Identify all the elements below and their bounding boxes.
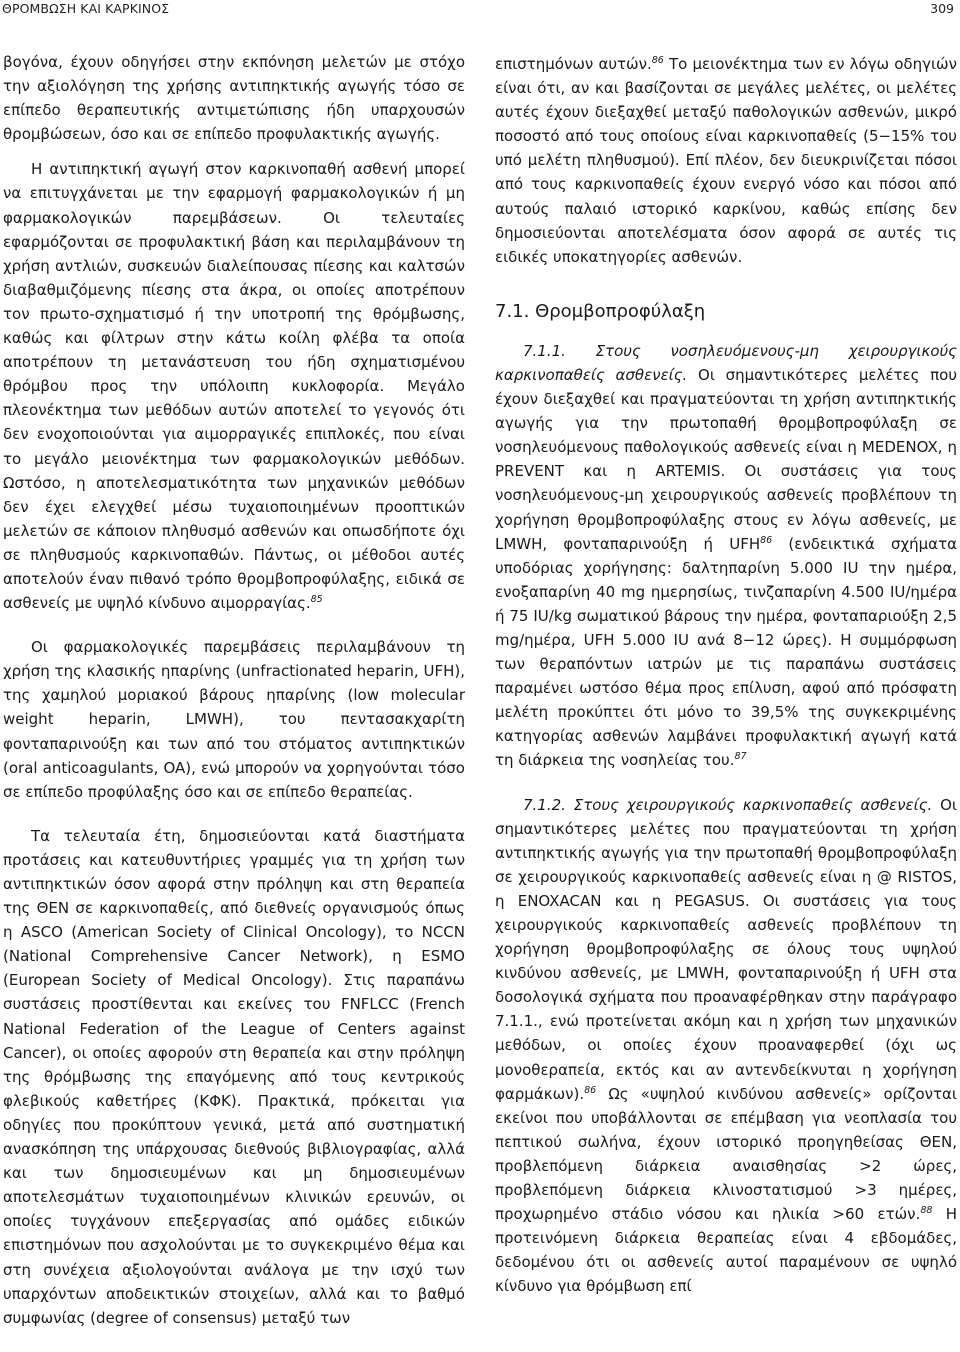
page-number: 309 bbox=[930, 1, 954, 16]
paragraph: Τα τελευταία έτη, δημοσιεύονται κατά διαστήματα προτάσεις και κατευθυντήριες γραμμές για τη χρήση των αντιπηκτικών όσον αφορά στην πρόληψη και στη θεραπεία της ΘΕΝ σε καρκινοπαθείς, από διεθνείς οργανισμούς όπως η ASCO (American Society of Clinical Oncology), το NCCN (National Comprehensive Cancer Network), η ESMO (European Society of Medical Oncology). Στις παραπάνω συστάσεις προστίθενται και εκείνες του FNFLCC (French National Federation of the League of Centers against Cancer), οι οποίες αφορούν στη θεραπεία και στην πρόληψη της θρόμβωσης της επαγόμενης από τους κεντρικούς φλεβικούς καθετήρες (ΚΦΚ). Πρακτικά, πρόκειται για οδηγίες που προκύπτουν γενικά, μετά από συστηματική ανασκόπηση της υπάρχουσας διεθνούς βιβλιογραφίας, αλλά και των δημοσιευμένων και μη δημοσιευμένων αποτελεσμάτων τυχαιοποιημένων κλινικών ερευνών, οι οποίες τυγχάνουν επεξεργασίας από ομάδες ειδικών επιστημόνων που ασχολούνται με το συγκεκριμένο θέμα και στη συνέχεια αξιολογούνται ανάλογα με την ισχύ των υπαρχόντων αποδεικτικών στοιχείων, αλλά και το βαθμό συμφωνίας (degree of consensus) μεταξύ των bbox=[3, 826, 465, 1327]
reference-mark: 88 bbox=[920, 1205, 933, 1217]
paragraph-text: Οι σημαντικότερες μελέτες που έχουν διεξαχθεί και πραγματεύονται τη χρήση αντιπηκτικής αγωγής για την πρωτοπαθή θρομβοπροφύλαξη σε νοσηλευόμενους παθολογικούς ασθενείς είναι η MEDENOX, η PREVENT και η ARTEMIS. Οι συστάσεις για τους νοσηλευόμενους-μη χειρουργικούς ασθενείς προβλέπουν τη χορήγηση θρομβοπροφύλαξης στους εν λόγω ασθενείς, με LMWH, φονταπαρινούξη ή UFH bbox=[495, 365, 957, 553]
right-column bbox=[495, 52, 957, 1310]
paragraph: βογόνα, έχουν οδηγήσει στην εκπόνηση μελετών με στόχο την αξιολόγηση της χρήσης αντιπηκτικής αγωγής τόσο σε επίπεδο θεραπευτικής αντιμετώπισης ήδη υπαρχουσών θρομβώσεων, όσο και σε επίπεδο προφυλακτικής αγωγής. bbox=[3, 53, 465, 144]
paragraph-text: Η προτεινόμενη διάρκεια θεραπείας είναι 4 εβδομάδες, δεδομένου ότι οι ασθενείς αυτοί παραμένουν σε υψηλό κίνδυνο για θρόμβωση επί bbox=[495, 1205, 957, 1296]
paragraph-text: επιστημόνων αυτών. bbox=[495, 55, 652, 73]
reference-mark: 85 bbox=[310, 594, 323, 606]
subsection-number: 7.1.1. bbox=[523, 341, 566, 360]
left-column bbox=[3, 50, 465, 1341]
subsection-paragraph bbox=[495, 793, 957, 1299]
reference-mark: 87 bbox=[734, 751, 747, 763]
paragraph-text: Ως «υψηλού κινδύνου ασθενείς» ορίζονται εκείνοι που υποβάλλονται σε επέμβαση για νεοπλασία του πεπτικού σωλήνα, έχουν ιστορικό προηγηθείσας ΘΕΝ, προβλεπόμενη διάρκεια αναισθησίας >2 ώρες, προβλεπόμενη διάρκεια κλινοστατισμού >3 ημέρες, προχωρημένο στάδιο νόσου και ηλικία >60 ετών. bbox=[495, 1084, 957, 1224]
running-title: ΘΡΟΜΒΩΣΗ ΚΑΙ ΚΑΡΚΙΝΟΣ bbox=[2, 1, 170, 16]
paragraph bbox=[3, 157, 465, 615]
reference-mark: 86 bbox=[584, 1084, 597, 1096]
paragraph-text: (ενδεικτικά σχήματα υποδόριας χορήγησης: δαλτηπαρίνη 5.000 IU την ημέρα, ενοξαπαρίνη 40 mg ημερησίως, τινζαπαρίνη 4.500 IU/ημέρα ή 75 IU/kg σωματικού βάρους την ημέρα, φονταπαριούξη 2,5 mg/ημέρα, UFH 5.000 IU ανά 8−12 ώρες). Η συμμόρφωση των θεραπόντων ιατρών με τις παραπάνω συστάσεις παραμένει ωστόσο θέμα προς επίλυση, αφού από πρόσφατη μελέτη προκύπτει ότι μόνο το 39,5% της συγκεκριμένης κατηγορίας ασθενών λαμβάνει προφυλακτική αγωγή κατά τη διάρκεια της νοσηλείας του. bbox=[495, 534, 957, 770]
subsection-paragraph bbox=[495, 339, 957, 773]
subsection-title: Στους νοσηλευόμενους-μη χειρουργικούς καρκινοπαθείς ασθενείς. bbox=[495, 341, 957, 384]
paragraph-text: Οι σημαντικότερες μελέτες που πραγματεύονται τη χρήση αντιπηκτικής αγωγής για την πρωτοπαθή θρομβοπροφύλαξη σε χειρουργικούς καρκινοπαθείς ασθενείς είναι η @ RISTOS, η ENOXACAN και η PEGASUS. Οι συστάσεις για τους χειρουργικούς καρκινοπαθείς ασθενείς προβλέπουν τη χορήγηση θρομβοπροφύλαξης σε όλους τους υψηλού κινδύνου ασθενείς, με LMWH, φονταπαρινούξη ή UFH στα δοσολογικά σχήματα που προαναφέρθηκαν στην παράγραφο 7.1.1., ενώ προτείνεται ακόμη και η χρήση των μηχανικών μεθόδων, οι οποίες έχουν προαναφερθεί (όχι ως μονοθεραπεία, εκτός και αν αντενδείκνυται η χορήγηση φαρμάκων). bbox=[495, 795, 957, 1103]
paragraph-text: Η αντιπηκτική αγωγή στον καρκινοπαθή ασθενή μπορεί να επιτυγχάνεται με την εφαρμογή φαρμακολογικών ή μη φαρμακολογικών παρεμβάσεων. Οι τελευταίες εφαρμόζονται σε προφυλακτική βάση και περιλαμβάνουν τη χρήση αντλιών, συσκευών διαλείπουσας πίεσης και καλτσών διαβαθμιζόμενης πίεσης στα άκρα, οι οποίες αποτρέπουν τον πρωτο-σχηματισμό ή την υποτροπή της θρόμβωσης, καθώς και φίλτρων στην κάτω κοίλη φλέβα τα οποία αποτρέπουν τη μετανάστευση του ήδη σχηματισμένου θρόμβου προς την υπόλοιπη κυκλοφορία. Μεγάλο πλεονέκτημα των μεθόδων αυτών αποτελεί το γεγονός ότι δεν ενοχοποιούνται για αιμορραγικές επιπλοκές, που είναι το μεγάλο μειονέκτημα των φαρμακολογικών μεθόδων. Ωστόσο, η αποτελεσματικότητα των μηχανικών μεθόδων δεν έχει ελεγχθεί μέσω τυχαιοποιημένων προοπτικών μελετών σε κάποιον πληθυσμό ασθενών και οπωσδήποτε όχι σε πληθυσμούς καρκινοπαθών. Πάντως, οι μέθοδοι αυτές αποτελούν έναν πιθανό τρόπο θρομβοπροφύλαξης, ειδικά σε ασθενείς με υψηλό κίνδυνο αιμορραγίας. bbox=[3, 160, 465, 613]
paragraph-text: Το μειονέκτημα των εν λόγω οδηγιών είναι ότι, αν και βασίζονται σε μεγάλες μελέτες, οι μελέτες αυτές έχουν διεξαχθεί μεταξύ παθολογικών ασθενών, μικρό ποσοστό από τους οποίους είναι καρκινοπαθείς (5−15% του υπό μελέτη πληθυσμού). Επί πλέον, δεν διευκρινίζεται πόσοι από τους καρκινοπαθείς έχουν ενεργό νόσο και πόσοι από αυτούς παλαιό ιστορικό καρκίνου, καθώς επίσης δεν δημοσιεύονται αποτελέσματα όσον αφορά σε αυτές τις ειδικές υποκατηγορίες ασθενών. bbox=[495, 55, 958, 266]
running-header bbox=[0, 0, 960, 20]
subsection-number: 7.1.2. bbox=[523, 795, 566, 814]
reference-mark: 86 bbox=[651, 55, 664, 66]
paragraph bbox=[495, 52, 957, 269]
section-heading: 7.1. Θρομβοπροφύλαξη bbox=[495, 300, 706, 322]
reference-mark: 86 bbox=[760, 534, 773, 546]
paragraph: Οι φαρμακολογικές παρεμβάσεις περιλαμβάνουν τη χρήση της κλασικής ηπαρίνης (unfractionated heparin, UFH), της χαμηλού μοριακού βάρους ηπαρίνης (low molecular weight heparin, LMWH), του πεντασακχαρίτη φονταπαρινούξη και των από του στόματος αντιπηκτικών (oral anticoagulants, OA), ενώ μπορούν να χορηγούνται τόσο σε επίπεδο προφύλαξης όσο και σε επίπεδο θεραπείας. bbox=[3, 638, 465, 801]
subsection-title: Στους χειρουργικούς καρκινοπαθείς ασθενείς. bbox=[573, 795, 933, 814]
